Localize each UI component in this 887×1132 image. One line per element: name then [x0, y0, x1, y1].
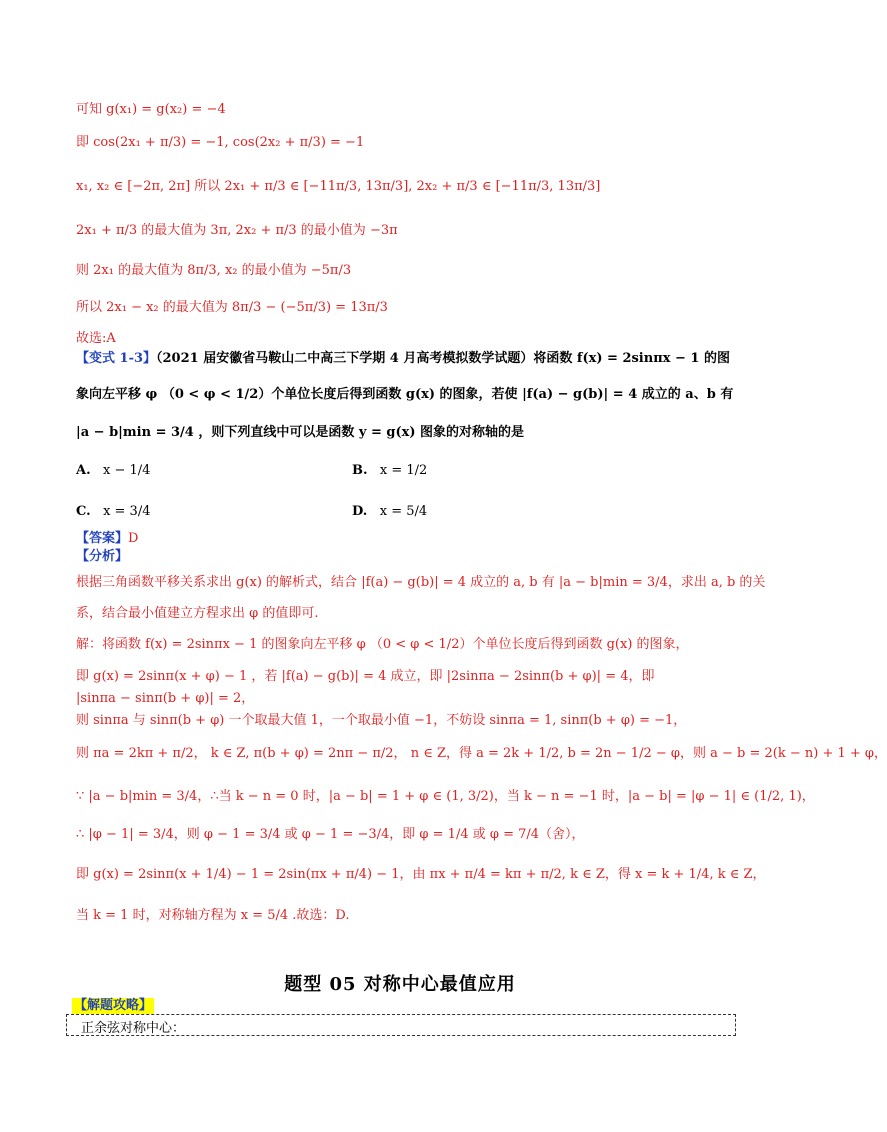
- problem-line-2: 象向左平移 φ （0 < φ < 1/2）个单位长度后得到函数 g(x) 的图象，若使 |f(a) − g(b)| = 4 成立的 a、b 有: [76, 387, 734, 402]
- option-b: [352, 462, 427, 480]
- detail-line-9: 当 k = 1 时，对称轴方程为 x = 5/4 .故选：D.: [76, 908, 350, 923]
- strategy-tag: 【解题攻略】: [74, 998, 153, 1013]
- option-b-text: x = 1/2: [379, 463, 428, 478]
- detail-line-1: 解：将函数 f(x) = 2sinπx − 1 的图象向左平移 φ （0 < φ < 1/2）个单位长度后得到函数 g(x) 的图象，: [76, 637, 689, 652]
- option-c-text: x = 3/4: [103, 504, 151, 519]
- analysis-tag: 【分析】: [76, 549, 129, 564]
- option-c: [76, 503, 150, 521]
- detail-line-3: |sinπa − sinπ(b + φ)| = 2，: [76, 691, 255, 706]
- detail-line-8: 即 g(x) = 2sinπ(x + 1/4) − 1 = 2sin(πx + π/4) − 1，由 πx + π/4 = kπ + π/2, k ∈ Z，得 x = k + 1/4, k ∈ Z，: [76, 867, 766, 882]
- solution-line-4: 2x₁ + π/3 的最大值为 3π, 2x₂ + π/3 的最小值为 −3π: [76, 223, 398, 238]
- section-title: 题型 05 对称中心最值应用: [284, 974, 516, 995]
- detail-line-7: ∴ |φ − 1| = 3/4，则 φ − 1 = 3/4 或 φ − 1 = −3/4，即 φ = 1/4 或 φ = 7/4（舍），: [76, 827, 585, 842]
- solution-line-7: 故选:A: [76, 331, 116, 346]
- answer-line: [76, 530, 138, 548]
- detail-line-6: ∵ |a − b|min = 3/4，∴当 k − n = 0 时，|a − b| = 1 + φ ∈ (1, 3/2)，当 k − n = −1 时，|a − b| = |φ − 1| ∈ (1/2, 1)，: [76, 789, 815, 804]
- strategy-text: 正余弦对称中心：: [81, 1021, 186, 1036]
- solution-line-1: 可知 g(x₁) = g(x₂) = −4: [76, 102, 226, 117]
- answer-tag: 【答案】: [76, 531, 129, 546]
- solution-line-6: 所以 2x₁ − x₂ 的最大值为 8π/3 − (−5π/3) = 13π/3: [76, 300, 388, 315]
- analysis-line-2: 系，结合最小值建立方程求出 φ 的值即可.: [76, 606, 319, 621]
- option-a-label: A.: [76, 463, 91, 478]
- problem-line-3: |a − b|min = 3/4 ，则下列直线中可以是函数 y = g(x) 图象的对称轴的是: [76, 425, 525, 440]
- solution-line-5: 则 2x₁ 的最大值为 8π/3, x₂ 的最小值为 −5π/3: [76, 263, 352, 278]
- detail-line-2: 即 g(x) = 2sinπ(x + φ) − 1 ，若 |f(a) − g(b)| = 4 成立，即 |2sinπa − 2sinπ(b + φ)| = 4，即: [76, 669, 655, 684]
- option-b-label: B.: [352, 463, 368, 478]
- analysis-line-1: 根据三角函数平移关系求出 g(x) 的解析式，结合 |f(a) − g(b)| = 4 成立的 a, b 有 |a − b|min = 3/4，求出 a, b 的关: [76, 575, 766, 590]
- option-d-text: x = 5/4: [379, 504, 428, 519]
- problem-source: （2021 届安徽省马鞍山二中高三下学期 4 月高考模拟数学试题）: [156, 351, 534, 366]
- detail-line-5: 则 πa = 2kπ + π/2， k ∈ Z, π(b + φ) = 2nπ − π/2， n ∈ Z，得 a = 2k + 1/2, b = 2n − 1/2 − φ，则 a − b = 2(k − n) + 1 + φ，: [76, 746, 887, 761]
- option-a: [76, 462, 150, 480]
- solution-line-2: 即 cos(2x₁ + π/3) = −1, cos(2x₂ + π/3) = −1: [76, 135, 365, 150]
- option-d: [352, 503, 427, 521]
- option-c-label: C.: [76, 504, 91, 519]
- problem-text-1: 将函数 f(x) = 2sinπx − 1 的图: [533, 351, 730, 366]
- detail-line-4: 则 sinπa 与 sinπ(b + φ) 一个取最大值 1，一个取最小值 −1，不妨设 sinπa = 1, sinπ(b + φ) = −1，: [76, 713, 687, 728]
- solution-line-3: x₁, x₂ ∈ [−2π, 2π] 所以 2x₁ + π/3 ∈ [−11π/3, 13π/3], 2x₂ + π/3 ∈ [−11π/3, 13π/3]: [76, 179, 601, 194]
- answer-value: D: [128, 531, 139, 546]
- problem-line-1: [76, 350, 730, 368]
- option-a-text: x − 1/4: [103, 463, 151, 478]
- option-d-label: D.: [352, 504, 368, 519]
- strategy-box: [66, 1014, 736, 1036]
- variant-tag: 【变式 1-3】: [76, 351, 157, 366]
